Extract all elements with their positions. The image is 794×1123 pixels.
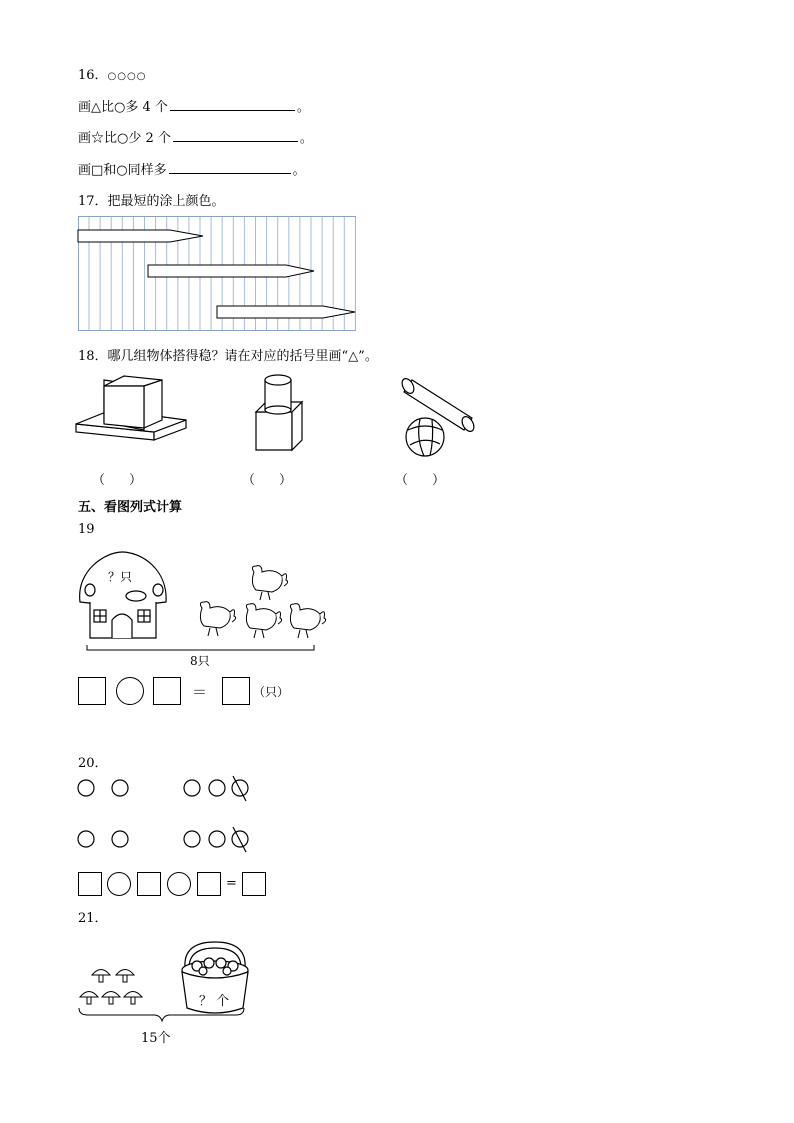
q17-prompt: 17．把最短的涂上颜色。 <box>78 194 225 209</box>
house-question-label: ？只 <box>108 570 133 584</box>
q19-equals: ＝ <box>192 683 208 701</box>
q16-line1-answer-blank[interactable] <box>170 98 295 111</box>
q16-line2-prompt: 画☆比○少 2 个 <box>78 131 171 146</box>
q16-line3 <box>78 159 306 178</box>
q16-line3-answer-blank[interactable] <box>169 161 291 174</box>
q16-line1-end: 。 <box>296 100 310 115</box>
section-title: 五、看图列式计算 <box>78 500 183 515</box>
q19-number: 19 <box>78 522 95 537</box>
q20-box-1[interactable] <box>78 872 102 896</box>
q16-line1-prompt: 画△比○多 4 个 <box>78 100 168 115</box>
q16-line2-answer-blank[interactable] <box>173 129 298 142</box>
q19-unit: （只） <box>253 685 290 699</box>
q19-operator-circle[interactable] <box>116 677 144 705</box>
pencil-long[interactable] <box>217 306 355 318</box>
q20-operator-circle-2[interactable] <box>167 872 191 896</box>
q21-total-label: 15个 <box>141 1031 171 1046</box>
pencil-medium[interactable] <box>148 265 314 277</box>
q20-box-3[interactable] <box>197 872 221 896</box>
basket-question-label: ？ 个 <box>199 994 230 1009</box>
q16-number: 16． <box>78 68 108 83</box>
q21-number: 21． <box>78 911 108 926</box>
paren-open: （ <box>92 473 106 488</box>
q16-line3-prompt: 画□和○同样多 <box>78 163 167 178</box>
paren-close: ） <box>432 473 446 488</box>
q16-line3-end: 。 <box>292 163 306 178</box>
q18-answer-paren-3[interactable] <box>395 469 445 488</box>
q19-total-label: 8只 <box>190 654 210 668</box>
q16-header-symbols: ○○○○ <box>107 71 147 82</box>
q20-circles-figure <box>76 774 256 854</box>
cylinder-on-ball-figure <box>398 378 478 458</box>
q20-operator-circle-1[interactable] <box>107 872 131 896</box>
q19-result-box[interactable] <box>222 677 250 705</box>
q16-line2 <box>78 127 313 146</box>
q21-total-brace <box>78 1007 248 1027</box>
paren-open: （ <box>395 473 409 488</box>
cylinder-on-cube-figure <box>252 374 312 454</box>
q16-header <box>78 64 146 83</box>
q18-answer-paren-2[interactable] <box>242 469 292 488</box>
q17-grid-figure <box>78 216 358 332</box>
mushrooms-figure <box>78 966 148 1011</box>
q19-box-1[interactable] <box>78 677 106 705</box>
q19-box-2[interactable] <box>153 677 181 705</box>
q20-equals: = <box>226 876 237 891</box>
q18-prompt: 18．哪几组物体搭得稳？请在对应的括号里画“△”。 <box>78 349 378 364</box>
cube-on-board-figure <box>76 376 191 451</box>
q20-box-2[interactable] <box>137 872 161 896</box>
q18-answer-paren-1[interactable] <box>92 469 142 488</box>
paren-open: （ <box>242 473 256 488</box>
mushroom-house-figure <box>76 550 171 645</box>
q16-line2-end: 。 <box>299 131 313 146</box>
q16-line1 <box>78 96 310 115</box>
hens-figure <box>190 560 330 650</box>
paren-close: ） <box>279 473 293 488</box>
q20-number: 20． <box>78 756 108 771</box>
q20-result-box[interactable] <box>242 872 266 896</box>
paren-close: ） <box>129 473 143 488</box>
